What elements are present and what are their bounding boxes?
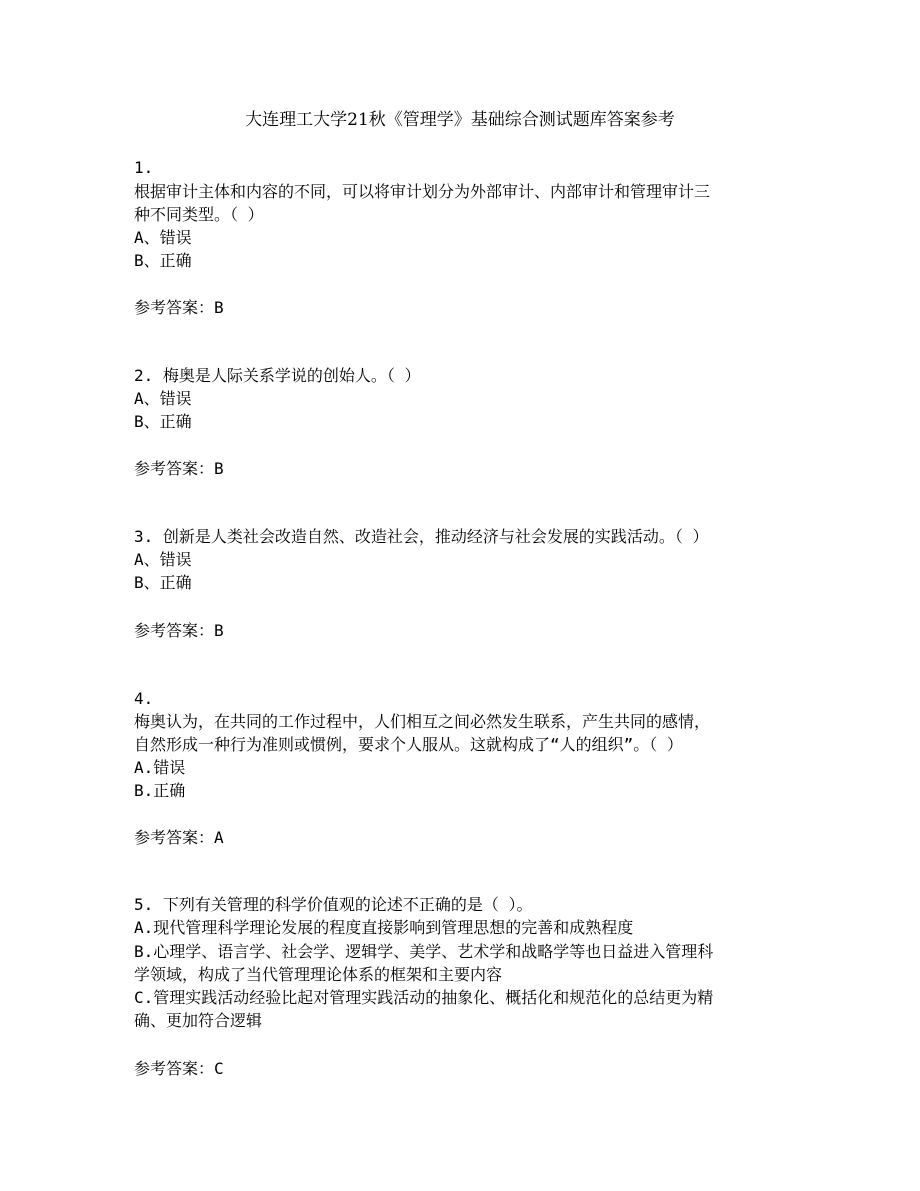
question-4-stem-line-2: 自然形成一种行为准则或惯例，要求个人服从。这就构成了“人的组织”。（ ）: [134, 735, 683, 754]
question-1-option-a: A、错误: [134, 228, 192, 247]
question-4-option-a: A.错误: [134, 758, 186, 777]
question-3-answer: 参考答案：B: [134, 621, 224, 640]
question-1-number: 1.: [134, 158, 154, 177]
question-2-option-a: A、错误: [134, 389, 192, 408]
question-1-option-b: B、正确: [134, 251, 192, 270]
question-3-stem: 创新是人类社会改造自然、改造社会，推动经济与社会发展的实践活动。（ ）: [162, 527, 709, 546]
question-5-answer: 参考答案：C: [134, 1059, 224, 1078]
question-5-option-b-line-2: 学领域，构成了当代管理理论体系的框架和主要内容: [134, 965, 503, 984]
document-title: 大连理工大学21秋《管理学》基础综合测试题库答案参考: [245, 110, 675, 130]
question-4-number: 4.: [134, 689, 154, 708]
question-3-option-b: B、正确: [134, 573, 192, 592]
question-5-option-c-line-1: C.管理实践活动经验比起对管理实践活动的抽象化、概括化和规范化的总结更为精: [134, 988, 714, 1007]
question-4-option-b: B.正确: [134, 781, 186, 800]
question-5-option-b-line-1: B.心理学、语言学、社会学、逻辑学、美学、艺术学和战略学等也日益进入管理科: [134, 942, 714, 961]
question-2-number: 2.: [134, 366, 154, 385]
question-2-line: [134, 364, 794, 387]
question-3-line: [134, 525, 794, 548]
question-5-line: [134, 893, 794, 916]
question-3-option-a: A、错误: [134, 550, 192, 569]
question-4-answer: 参考答案：A: [134, 828, 224, 847]
question-2-stem: 梅奥是人际关系学说的创始人。（ ）: [162, 366, 421, 385]
question-2-option-b: B、正确: [134, 412, 192, 431]
question-1-answer: 参考答案：B: [134, 298, 224, 317]
question-3-number: 3.: [134, 527, 154, 546]
question-5-option-c-line-2: 确、更加符合逻辑: [134, 1011, 263, 1030]
question-1-stem-line-1: 根据审计主体和内容的不同，可以将审计划分为外部审计、内部审计和管理审计三: [134, 182, 711, 201]
question-1-stem-line-2: 种不同类型。（ ）: [134, 205, 264, 224]
question-4-stem-line-1: 梅奥认为，在共同的工作过程中，人们相互之间必然发生联系，产生共同的感情，: [134, 712, 711, 731]
question-5-option-a: A.现代管理科学理论发展的程度直接影响到管理思想的完善和成熟程度: [134, 918, 634, 937]
question-2-answer: 参考答案：B: [134, 459, 224, 478]
question-5-number: 5.: [134, 895, 154, 914]
question-5-stem: 下列有关管理的科学价值观的论述不正确的是（ ）。: [162, 895, 533, 914]
